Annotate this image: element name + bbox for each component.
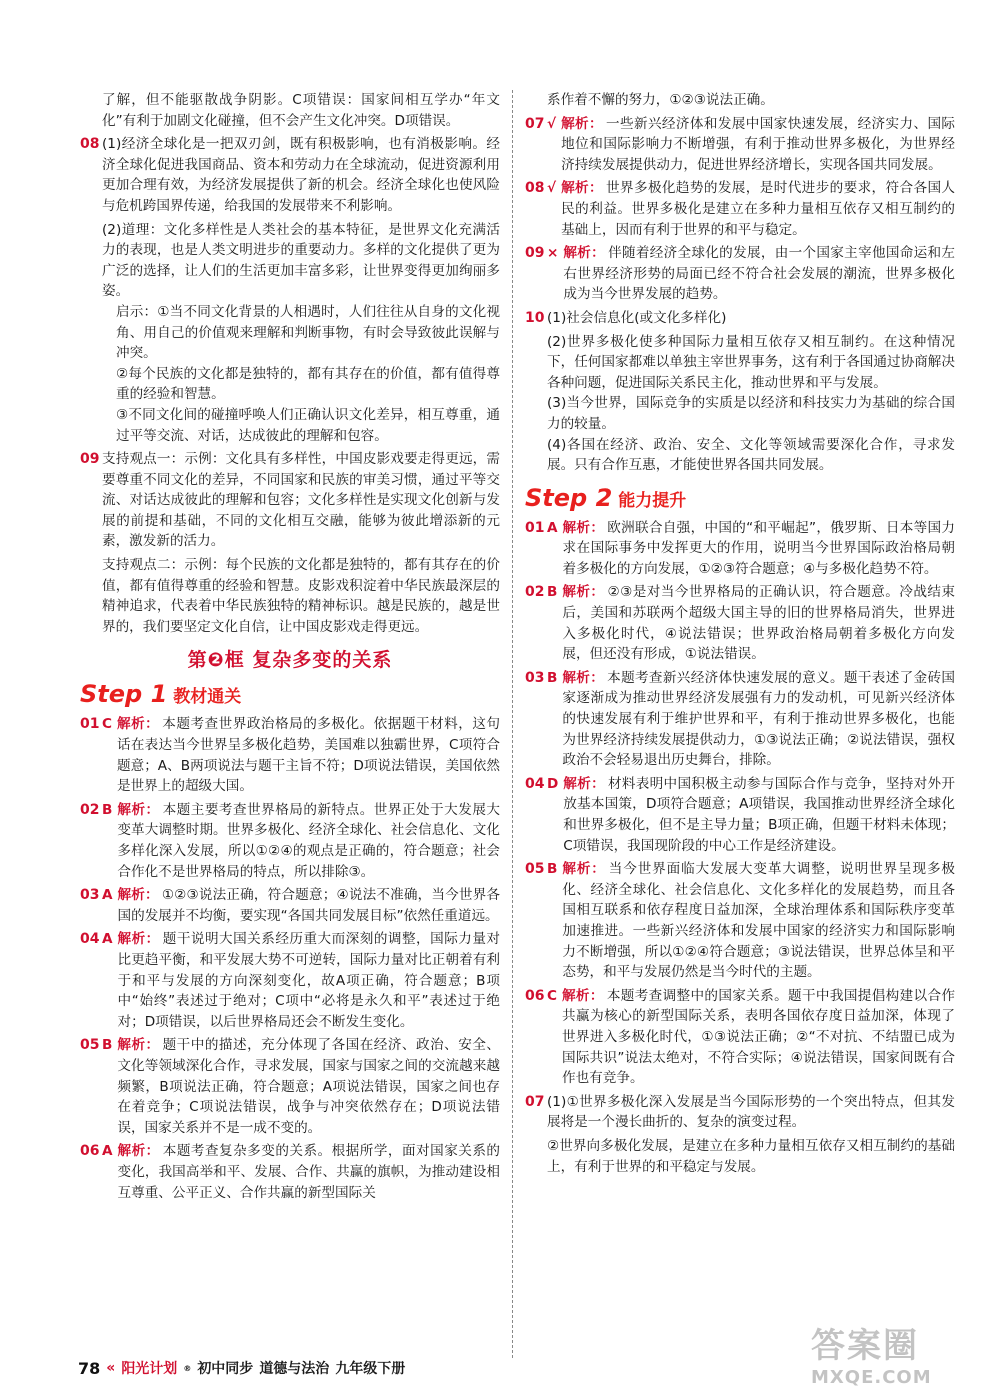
answer-text: 支持观点一：示例：文化具有多样性，中国皮影戏要走得更远，需要尊重不同文化的差异，不同国家和民族的审美习惯，通过平等交流、对话达成彼此的理解和包容；文化多样性是实现文化创新与发展的前提和基础，不同的文化相互交融，能够为彼此增添新的元素，激发新的活力。 (102, 451, 500, 550)
question-number: 06 (525, 987, 545, 1004)
analysis-label: 解析： (562, 861, 606, 878)
answer-choice: D (547, 775, 559, 792)
section-title: 第❷框 复杂多变的关系 (187, 649, 393, 672)
analysis-text: ②③是对当今世界格局的正确认识，符合题意。冷战结束后，美国和苏联两个超级大国主导的旧的世界格局消失，世界进入多极化时代，④说法错误；世界政治格局朝着多极化方向发展，但还没有形成，①说法错误。 (562, 584, 955, 663)
analysis-text: 一些新兴经济体和发展中国家快速发展，经济实力、国际地位和国际影响力不断增强，有利于推动世界多极化，为世界经济持续发展提供动力，促进世界经济增长，实现各国共同发展。 (561, 115, 956, 173)
answer-text (563, 518, 955, 580)
analysis-label: 解析： (116, 716, 160, 733)
answer-text (562, 668, 955, 771)
answer-choice: × (547, 245, 559, 262)
answer-text: (1)经济全球化是一把双刃剑，既有积极影响，也有消极影响。经济全球化促进我国商品、资本和劳动力在全球流动，促进资源利用更加合理有效，为经济发展提供了新的机会。经济全球化也使风险与危机跨国界传递，给我国的发展带来不利影响。 (102, 136, 500, 214)
analysis-label: 解析： (563, 245, 606, 262)
question-03 (525, 668, 955, 771)
right-column (525, 90, 955, 1177)
answer-text (117, 714, 500, 796)
analysis-text: ①②③说法正确，符合题意；④说法不准确，当今世界各国的发展并不均衡，要实现“各国共同发展目标”依然任重道远。 (117, 887, 500, 924)
analysis-label: 解析： (117, 1037, 160, 1054)
answer-text: (1)①世界多极化深入发展是当今国际形势的一个突出特点，但其发展将是一个漫长曲折的、复杂的演变过程。 (547, 1093, 955, 1131)
analysis-label: 解析： (561, 115, 604, 132)
answer-choice: √ (547, 115, 557, 132)
question-number: 04 (80, 931, 100, 948)
analysis-text: 题干说明大国关系经历重大而深刻的调整，国际力量对比更趋平衡，和平发展大势不可逆转，国际力量对比正朝着有利于和平与发展的方向深刻变化，故A项正确，符合题意；B项中“始终”表述过于绝对；C项中“必将是永久和平”表述过于绝对；D项错误，以后世界格局还会不断发生变化。 (117, 931, 501, 1030)
analysis-text: 题干中的描述，充分体现了各国在经济、政治、安全、文化等领域深化合作，寻求发展，国家与国家之间的交流越来越频繁，B项说法正确，符合题意；A项说法错误，国家之间也存在着竞争；C项说法错误，战争与冲突依然存在；D项说法错误，国家关系并不是一成不变的。 (117, 1037, 500, 1136)
answer-text (118, 885, 500, 926)
question-07 (525, 1092, 955, 1133)
watermark-logo (811, 1318, 986, 1388)
answer-choice: B (102, 1037, 113, 1054)
page-number: 78 (78, 1358, 101, 1378)
analysis-label: 解析： (117, 1143, 160, 1160)
answer-text: 支持观点二：示例：每个民族的文化都是独特的，都有其存在的价值，都有值得尊重的经验和智慧。皮影戏积淀着中华民族最深层的精神追求，代表着中华民族独特的精神标识。越是民族的，越是世界的，我们要坚定文化自信，让中国皮影戏走得更远。 (102, 557, 500, 635)
question-number: 09 (525, 245, 545, 262)
question-number: 02 (80, 801, 100, 818)
answer-text (563, 774, 955, 856)
column-divider (512, 90, 513, 1358)
chevron-left-icon: « (106, 1360, 116, 1376)
analysis-text: 当今世界面临大发展大变革大调整，说明世界呈现多极化、经济全球化、社会信息化、文化多样化的发展趋势，而且各国相互联系和依存程度日益加深，全球治理体系和国际秩序变革加速推进。一些新兴经济体和发展中国家的经济实力和国际影响力不断增强，所以①②④符合题意；③说法错误，世界总体呈和平态势，和平与发展仍然是当今时代的主题。 (562, 861, 956, 981)
answer-choice: B (102, 801, 113, 818)
question-number: 04 (525, 775, 545, 792)
answer-text (562, 582, 955, 664)
analysis-text: 欧洲联合自强，中国的“和平崛起”，俄罗斯、日本等国力求在国际事务中发挥更大的作用，说明当今世界国际政治格局朝着多极化的方向发展，①②③符合题意；④与多极化趋势不符。 (562, 519, 956, 577)
left-intro: 了解，但不能驱散战争阴影。C项错误：国家间相互学办“年文化”有利于加剧文化碰撞，但不会产生文化冲突。D项错误。 (102, 92, 500, 129)
analysis-label: 解析： (117, 931, 160, 948)
question-01 (80, 714, 500, 796)
left-column (80, 90, 500, 1206)
question-number: 01 (80, 716, 100, 733)
watermark-url: MXQE.COM (811, 1367, 932, 1388)
analysis-label: 解析： (561, 180, 604, 197)
analysis-text: 本题考查新兴经济体快速发展的意义。题干表述了金砖国家逐渐成为推动世界经济发展强有力的发动机，可见新兴经济体的快速发展有利于维护世界和平，有利于推动世界多极化，也能为世界经济持续发展提供动力，①③说法正确；②说法错误，强权政治不会轻易退出历史舞台，排除。 (562, 669, 955, 769)
answer-text (561, 178, 955, 240)
question-number: 09 (80, 451, 100, 468)
brand-name: 阳光计划 (121, 1361, 178, 1377)
question-number: 07 (525, 115, 545, 132)
answer-choice: C (547, 987, 557, 1004)
answer-text: (4)各国在经济、政治、安全、文化等领域需要深化合作，寻求发展。只有合作互惠，才能使世界各国共同发展。 (547, 436, 955, 474)
analysis-text: 伴随着经济全球化的发展，由一个国家主宰他国命运和左右世界经济形势的局面已经不符合社会发展的潮流，世界多极化成为当今世界发展的趋势。 (563, 245, 956, 303)
answer-text (562, 986, 955, 1089)
analysis-text: 本题考查世界政治格局的多极化。依据题干材料，这句话在表达当今世界呈多极化趋势，美国难以独霸世界，C项符合题意；A、B两项说法与题干主旨不符；D项说法错误，美国依然是世界上的超级大国。 (116, 716, 500, 795)
answer-text: ②每个民族的文化都是独特的，都有其存在的价值，都有值得尊重的经验和智慧。 (116, 365, 500, 403)
answer-text: ②世界向多极化发展，是建立在多种力量相互依存又相互制约的基础上，有利于世界的和平稳定与发展。 (547, 1137, 955, 1175)
answer-text (117, 1035, 500, 1138)
answer-choice: √ (547, 180, 557, 197)
analysis-label: 解析： (117, 887, 159, 904)
question-number: 06 (80, 1143, 100, 1160)
question-08 (80, 134, 500, 216)
question-01 (525, 518, 955, 580)
watermark-title: 答案圈 (811, 1326, 919, 1366)
question-number: 03 (80, 887, 100, 904)
analysis-label: 解析： (117, 801, 160, 818)
question-06 (80, 1141, 500, 1203)
series-name: 初中同步 (197, 1361, 254, 1377)
step-title: 教材通关 (173, 687, 242, 708)
analysis-text: 本题考查复杂多变的关系。根据所学，面对国家关系的变化，我国高举和平、发展、合作、共赢的旗帜，为推动建设相互尊重、公平正义、合作共赢的新型国际关 (117, 1143, 501, 1201)
question-02 (80, 800, 500, 882)
answer-text: ③不同文化间的碰撞呼唤人们正确认识文化差异，相互尊重，通过平等交流、对话，达成彼此的理解和包容。 (116, 406, 500, 444)
answer-choice: A (102, 931, 113, 948)
question-08 (525, 178, 955, 240)
answer-text (118, 1141, 500, 1203)
question-number: 07 (525, 1093, 545, 1110)
answer-text: (3)当今世界，国际竞争的实质是以经济和科技实力为基础的综合国力的较量。 (547, 395, 955, 432)
question-number: 01 (525, 519, 545, 536)
question-number: 03 (525, 669, 545, 686)
page-footer (78, 1358, 405, 1378)
answer-text: (2)世界多极化使多种国际力量相互依存又相互制约。在这种情况下，任何国家都难以单独主宰世界事务，这有利于各国通过协商解决各种问题，促进国际关系民主化，推动世界和平与发展。 (547, 333, 955, 391)
grade-name: 九年级下册 (335, 1361, 406, 1377)
step-label: Step 1 (80, 680, 168, 709)
analysis-text: 世界多极化趋势的发展，是时代进步的要求，符合各国人民的利益。世界多极化是建立在多种力量相互依存又相互制约的基础上，因而有利于世界的和平与稳定。 (561, 180, 956, 238)
analysis-label: 解析： (563, 775, 605, 792)
answer-choice: C (102, 716, 112, 733)
question-02 (525, 582, 955, 664)
answer-text (563, 243, 955, 305)
question-number: 02 (525, 584, 545, 601)
question-10 (525, 308, 955, 329)
analysis-label: 解析： (562, 669, 605, 686)
question-04 (525, 774, 955, 856)
step-1-header (80, 680, 500, 708)
question-number: 05 (80, 1037, 100, 1054)
analysis-label: 解析： (562, 519, 605, 536)
answer-text (561, 114, 955, 176)
trademark-mark: ® (183, 1363, 192, 1373)
answer-choice: B (547, 584, 558, 601)
answer-text: (2)道理：文化多样性是人类社会的基本特征，是世界文化充满活力的表现，也是人类文明进步的重要动力。多样的文化提供了更为广泛的选择，让人们的生活更加丰富多彩，让世界变得更加绚丽多姿。 (102, 221, 500, 300)
answer-text: (1)社会信息化(或文化多样化) (547, 309, 727, 326)
analysis-text: 本题主要考查世界格局的新特点。世界正处于大发展大变革大调整时期。世界多极化、经济全球化、社会信息化、文化多样化深入发展，所以①②④的观点是正确的，符合题意；社会合作化不是世界格局的特点，所以排除③。 (117, 801, 500, 880)
answer-choice: A (102, 887, 113, 904)
answer-text (117, 800, 500, 882)
subject-name: 道德与法治 (259, 1361, 330, 1377)
question-number: 08 (80, 136, 100, 153)
analysis-text: 本题考查调整中的国家关系。题干中我国提倡构建以合作共赢为核心的新型国际关系，表明各国依存度日益加深，体现了世界进入多极化时代，①③说法正确；②“不对抗、不结盟已成为国际共识”说法太绝对，不符合实际；④说法错误，国家间既有合作也有竞争。 (561, 987, 956, 1087)
question-number: 08 (525, 180, 545, 197)
question-number: 10 (525, 309, 545, 326)
analysis-label: 解析： (561, 987, 604, 1004)
question-04 (80, 929, 500, 1032)
answer-text (562, 859, 955, 983)
answer-text (118, 929, 500, 1032)
question-07 (525, 114, 955, 176)
question-05 (80, 1035, 500, 1138)
question-03 (80, 885, 500, 926)
answer-choice: A (547, 519, 558, 536)
question-number: 05 (525, 861, 545, 878)
analysis-text: 材料表明中国积极主动参与国际合作与竞争，坚持对外开放基本国策，D项符合题意；A项错误，我国推动世界经济全球化和世界多极化，但不是主导力量；B项正确，但题干材料未体现；C项错误，我国现阶段的中心工作是经济建设。 (563, 775, 956, 854)
answer-text: 启示：①当不同文化背景的人相遇时，人们往往从自身的文化视角、用自己的价值观来理解和判断事物，有时会导致彼此误解与冲突。 (116, 303, 500, 362)
question-09 (80, 449, 500, 552)
step-title: 能力提升 (618, 490, 687, 511)
analysis-label: 解析： (562, 584, 605, 601)
question-06 (525, 986, 955, 1089)
answer-choice: B (547, 861, 558, 878)
right-continuation: 系作着不懈的努力，①②③说法正确。 (547, 92, 774, 108)
question-05 (525, 859, 955, 983)
answer-choice: B (547, 669, 558, 686)
question-09 (525, 243, 955, 305)
step-2-header (525, 484, 955, 512)
answer-choice: A (102, 1143, 113, 1160)
step-label: Step 2 (525, 483, 613, 512)
